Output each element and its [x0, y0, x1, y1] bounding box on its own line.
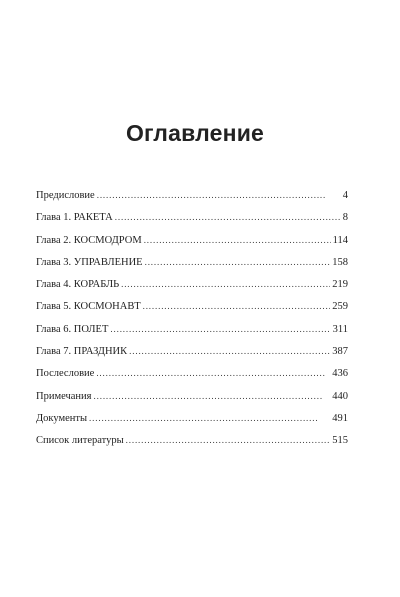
toc-entry-bibliography — [36, 433, 348, 455]
toc-entry-afterword — [36, 366, 348, 388]
dot-leader — [145, 255, 331, 269]
dot-leader — [110, 322, 330, 336]
toc-page-number: 440 — [332, 390, 348, 402]
toc-entry-chapter-2 — [36, 233, 348, 255]
toc-entry-label: Глава 6. ПОЛЕТ — [36, 323, 109, 335]
toc-entry-chapter-5 — [36, 299, 348, 321]
toc-page-number: 387 — [332, 346, 348, 358]
dot-leader — [89, 411, 330, 425]
toc-page-number: 515 — [332, 435, 348, 447]
toc-page-number: 436 — [332, 368, 348, 380]
dot-leader — [121, 277, 330, 291]
toc-entry-preface — [36, 188, 348, 210]
dot-leader — [129, 344, 330, 358]
toc-page-number: 219 — [332, 279, 348, 291]
toc-entry-label: Глава 3. УПРАВЛЕНИЕ — [36, 256, 143, 268]
dot-leader — [144, 233, 331, 247]
dot-leader — [126, 433, 331, 447]
toc-entry-documents — [36, 411, 348, 433]
toc-entry-chapter-3 — [36, 255, 348, 277]
dot-leader — [96, 366, 330, 380]
dot-leader — [94, 389, 331, 403]
page-title: Оглавление — [125, 120, 265, 146]
toc-entry-label: Послесловие — [36, 368, 95, 380]
toc-entry-label: Примечания — [36, 390, 92, 402]
toc-entry-label: Предисловие — [36, 190, 95, 201]
toc-page-number: 491 — [332, 412, 348, 424]
toc-page-number: 259 — [332, 301, 348, 313]
toc-page-number: 311 — [332, 323, 348, 335]
toc-page-number: 114 — [332, 234, 348, 246]
toc-entry-chapter-4 — [36, 277, 348, 299]
toc-entry-label: Глава 4. КОРАБЛЬ — [36, 279, 120, 291]
toc-entry-label: Документы — [36, 412, 88, 424]
toc-entry-label: Глава 7. ПРАЗДНИК — [36, 346, 128, 358]
toc-entry-chapter-6 — [36, 322, 348, 344]
toc-entry-notes — [36, 389, 348, 411]
toc-entry-label: Глава 1. РАКЕТА — [36, 212, 113, 224]
toc-page-number: 8 — [342, 212, 348, 224]
toc-entry-label: Глава 5. КОСМОНАВТ — [36, 301, 141, 313]
toc-page-number: 158 — [332, 256, 348, 268]
table-of-contents — [36, 188, 348, 456]
toc-entry-chapter-1 — [36, 210, 348, 232]
dot-leader — [115, 210, 341, 224]
dot-leader — [143, 299, 331, 313]
toc-entry-chapter-7 — [36, 344, 348, 366]
dot-leader — [97, 188, 341, 202]
toc-entry-label: Глава 2. КОСМОДРОМ — [36, 234, 142, 246]
toc-entry-label: Список литературы — [36, 435, 124, 447]
toc-page-number: 4 — [342, 190, 348, 201]
